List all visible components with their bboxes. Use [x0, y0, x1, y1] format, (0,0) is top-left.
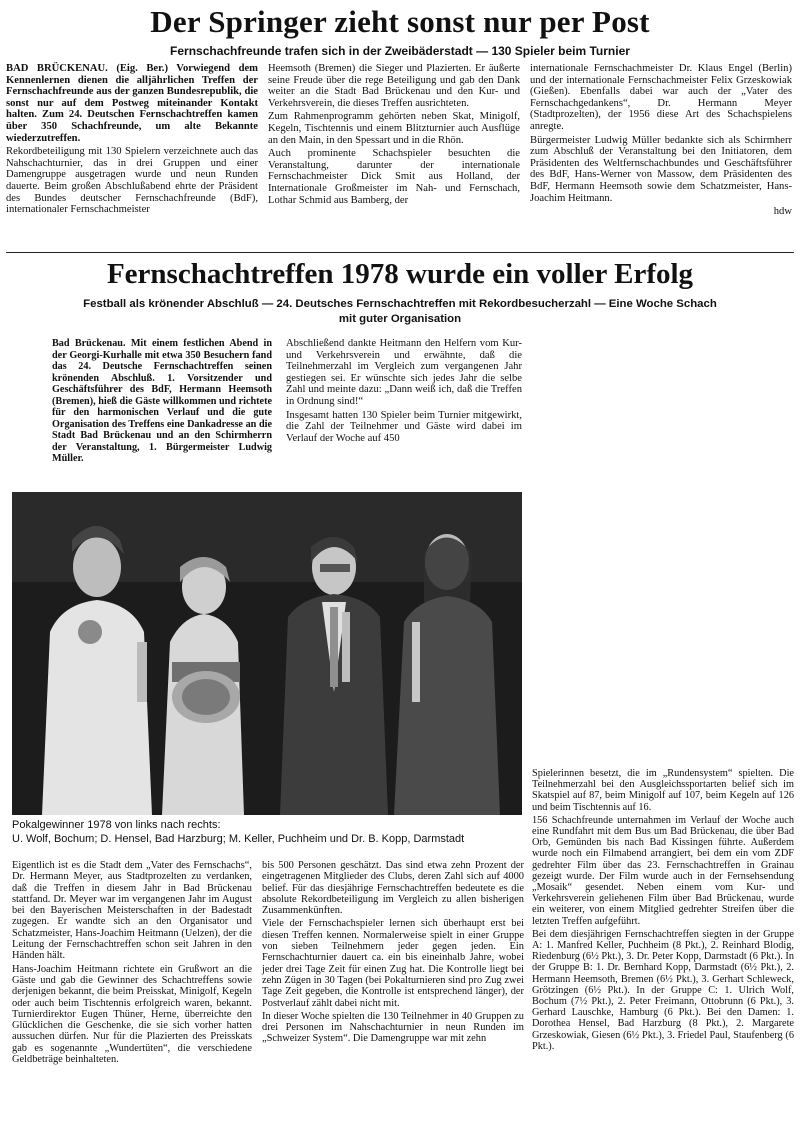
article1-column-3: [530, 63, 792, 220]
article1-author-signature: hdw: [773, 206, 792, 218]
article2-bottom-mid-paragraph-2: Viele der Fernschachspieler lernen sich überhaupt erst bei diesen Treffen kennen. Normalerweise spielt in einer Gruppe von sieben Teilnehmern jeder gegen jeden. Ein Fernschachturnier dauert ca. ein bis eineinhalb Jahre, wobei jeder drei Tage Zeit für einen Zug hat. Die Kontrolle liegt bei zehn Zügen in 30 Tagen (bei Pokalturnieren sind pro Zug zwei Tage Zeit gegeben, die Kontrolle ist entsprechend länger), der Postverlauf zählt dabei nicht mit.: [262, 918, 524, 1009]
article2-bottom-left-paragraph-1: Eigentlich ist es die Stadt dem „Vater des Fernschachs“, Dr. Hermann Meyer, aus Stadtprozelten zu verdanken, daß die Treffen in diesem Jahr in Bad Brückenau stattfand. Dr. Meyer war im vergangenen Jahr im August bei den Bayerischen Meisterschaften in der Badestadt zugegen. Er wandte sich an den Organisator und Schatzmeister, Hans-Joachim Heitmann (Uelzen), der die Leitung der Fernschachtreffen schon seit Jahren in den Händen hält.: [12, 860, 252, 962]
article2-bottom-middle-column: [262, 860, 524, 1047]
article2-bottom-left-column: [12, 860, 252, 1067]
article2-top-middle-column: [286, 338, 522, 446]
article1-col2-paragraph-1: Heemsoth (Bremen) die Sieger und Plazierten. Er äußerte seine Freude über die rege Beteiligung und gab den Dank weiter an die Stadt Bad Brückenau und den Kur- und Verkehrsverein, die dieses Treffen ausrichteten.: [268, 63, 520, 109]
article1-col2-paragraph-3: Auch prominente Schachspieler besuchten die Veranstaltung, darunter der internationale Fernschachmeister Dick Smit aus Holland, der Internationale Großmeister im Nah- und Fernschach, Lothar Schmid aus Bamberg, der: [268, 148, 520, 206]
caption-line-1: Pokalgewinner 1978 von links nach rechts:: [12, 819, 221, 831]
article1-col2-paragraph-2: Zum Rahmenprogramm gehörten neben Skat, Minigolf, Kegeln, Tischtennis und einem Blitzturnier auch Ausflüge an den Main, in den Spessart und in die Rhön.: [268, 111, 520, 146]
article2-lead-paragraph: Bad Brückenau. Mit einem festlichen Abend in der Georgi-Kurhalle mit etwa 350 Besuchern fand das 24. Deutsche Fernschachtreffen seinen krönenden Abschluß. 1. Vorsitzender und Geschäftsführer des BdF, Hermann Heemsoth (Bremen), hieß die Gäste willkommen und richtete für den harmonischen Verlauf und die gute Organisation des Treffens eine Dankadresse an die Stadt Bad Brückenau und an den Schirmherrn der Veranstaltung, 1. Bürgermeister Ludwig Müller.: [52, 338, 272, 464]
article1-col1-paragraph-1: BAD BRÜCKENAU. (Eig. Ber.) Vorwiegend dem Kennenlernen dienen die alljährlichen Treffen der Fernschachfreunde aus der ganzen Bundesrepublik, die sonst nur auf dem Postweg miteinander Kontakt halten. Zum 24. Deutschen Fernschachtreffen kamen über 350 Schachfreunde, um alte Bekannte wiederzutreffen.: [6, 63, 258, 144]
article1-column-1: [6, 63, 258, 218]
article2-subheadline: Festball als krönender Abschluß — 24. Deutsches Fernschachtreffen mit Rekordbesucherzahl — Eine Woche Schach mit guter Organisation: [83, 298, 717, 325]
article1-column-2: [268, 63, 520, 208]
article2-bottom-left-paragraph-2: Hans-Joachim Heitmann richtete ein Grußwort an die Gäste und gab die Gewinner des Schachtreffens sowie derjenigen bekannt, die beim Preisskat, Minigolf, Kegeln oder auch beim Tischtennis erfolgreich waren, bekannt. Turnierdirektor Eugen Thüner, Herne, überreichte den Glücklichen die Geschenke, die sie sich vorher hatten aussuchen dürfen. Nur für die Plazierten des Preisskats gab es sogenannte „Wundertüten“, die verschiedene Geldbeträge beinhalteten.: [12, 963, 252, 1066]
article2-bottom-mid-paragraph-3: In dieser Woche spielten die 130 Teilnehmer in 40 Gruppen zu drei Personen im Nahschachturnier in neun Runden im „Schweizer System“. Die Damengruppe war mit zehn: [262, 1010, 524, 1045]
section-divider: [6, 252, 794, 253]
article2-lead: [52, 338, 272, 467]
photo-caption: [12, 818, 522, 846]
article1-col3-paragraph-1: internationale Fernschachmeister Dr. Klaus Engel (Berlin) und der internationale Fernschachmeister Felix Grzeskowiak (Gießen). Ebenfalls dabei war auch der „Vater des Fernschachgedankens“, Dr. Hermann Meyer (Stadtprozelten), der 1956 diese Art des Schachspielens anregte.: [530, 63, 792, 132]
article2-headline: Fernschachtreffen 1978 wurde ein voller Erfolg: [106, 258, 694, 290]
article2-top-mid-paragraph-1: Abschließend dankte Heitmann den Helfern vom Kur- und Verkehrsverein und erwähnte, daß die Teilnehmerzahl im Vergleich zum vergangenen Jahr gestiegen sei. Er wünschte sich jedes Jahr die selbe Zahl und meinte dazu: „Dann weiß ich, daß die Treffen in Ordnung sind!“: [286, 338, 522, 407]
article2-right-paragraph-2: 156 Schachfreunde unternahmen im Verlauf der Woche auch eine Rundfahrt mit dem Bus um Bad Brückenau, die über Bad Orb, Gemünden bis nach Bad Kissingen führte. Außerdem wurde noch ein Filmabend arrangiert, bei dem ein vom ZDF gedrehter Film über das 23. Fernschachtreffen in Grainau gezeigt wurde. Der Film wurde auch in der Fernsehsendung „Mosaik“ gesendet. Neben einem vom Kur- und Verkehrsverein geliehenen Film über Bad Brückenau, wurde ein weiterer, von einem Mitglied gedrehter Streifen über die letzten Treffen aufgeführt.: [532, 814, 794, 927]
winners-photo-illustration: [12, 492, 522, 815]
caption-line-2: U. Wolf, Bochum; D. Hensel, Bad Harzburg; M. Keller, Puchheim und Dr. B. Kopp, Darmstadt: [12, 833, 465, 845]
article1-subheadline: Fernschachfreunde trafen sich in der Zweibäderstadt — 130 Spieler beim Turnier: [170, 44, 630, 58]
article1-col3-paragraph-2: Bürgermeister Ludwig Müller bedankte sich als Schirmherr zum Abschluß der Veranstaltung bei den Initiatoren, dem Präsidenten des Weltfernschachbundes und Geschäftsführer des BdF, Hans-Werner von Massow, dem Präsidenten des BdF, Hermann Heemsoth sowie dem Schatzmeister, Hans-Joachim Heitmann.: [530, 134, 792, 204]
article2-top-mid-paragraph-2: Insgesamt hatten 130 Spieler beim Turnier mitgewirkt, die Zahl der Teilnehmer und Gäste wird dabei im Verlauf der Woche auf 450: [286, 409, 522, 444]
article1-col1-paragraph-2: Rekordbeteiligung mit 130 Spielern verzeichnete auch das Nahschachturnier, das in drei Gruppen und einer Damengruppe ausgetragen wurde und neun Runden dauerte. Beim großen Abschlußabend ehrte der Präsident des Bundes deutscher Fernschachfreunde (BdF), internationaler Fernschachmeister: [6, 146, 258, 216]
article1-headline: Der Springer zieht sonst nur per Post: [150, 4, 650, 39]
article2-right-paragraph-3: Bei dem diesjährigen Fernschachtreffen siegten in der Gruppe A: 1. Manfred Keller, Puchheim (8 Pkt.), 2. Reinhard Blodig, Riedenburg (6½ Pkt.), 3. Dr. Peter Kopp, Darmstadt (6 Pkt.). In der Gruppe B: 1. Dr. Bernhard Kopp, Darmstadt (6½ Pkt.), 2. Hermann Heemsoth, Bremen (6½ Pkt.), 3. Gerhart Schleweck, Grötzingen (6½ Pkt.). In der Gruppe C: 1. Ulrich Wolf, Bochum (7½ Pkt.), 2. Peter Freimann, Ottobrunn (6 Pkt.), 3. Gerhard Lauschke, Hamburg (6 Pkt.). Bei den Damen: 1. Dorothea Hensel, Bad Harzburg (8 Pkt.), 2. Margarete Grzeskowiak, Giesen (6½ Pkt.), 3. Friedel Paul, Staufenberg (6 Pkt.).: [532, 928, 794, 1052]
article2-right-paragraph-1: Spielerinnen besetzt, die im „Rundensystem“ spielten. Die Teilnehmerzahl bei den Ausgleichssportarten belief sich im Skatspiel auf 87, beim Minigolf auf 107, beim Kegeln auf 126 und beim Tischtennis auf 16.: [532, 768, 794, 813]
article2-bottom-mid-paragraph-1: bis 500 Personen geschätzt. Das sind etwa zehn Prozent der eingetragenen Mitglieder des Clubs, deren Zahl sich auf 4000 belief. Für das diesjährige Fernschachtreffen bedeutete es die absolute Rekordbeteiligung im Vergleich zu allen bisherigen Zusammenkünften.: [262, 860, 524, 917]
winners-photo: [12, 492, 522, 815]
article2-right-column: [532, 768, 794, 1054]
